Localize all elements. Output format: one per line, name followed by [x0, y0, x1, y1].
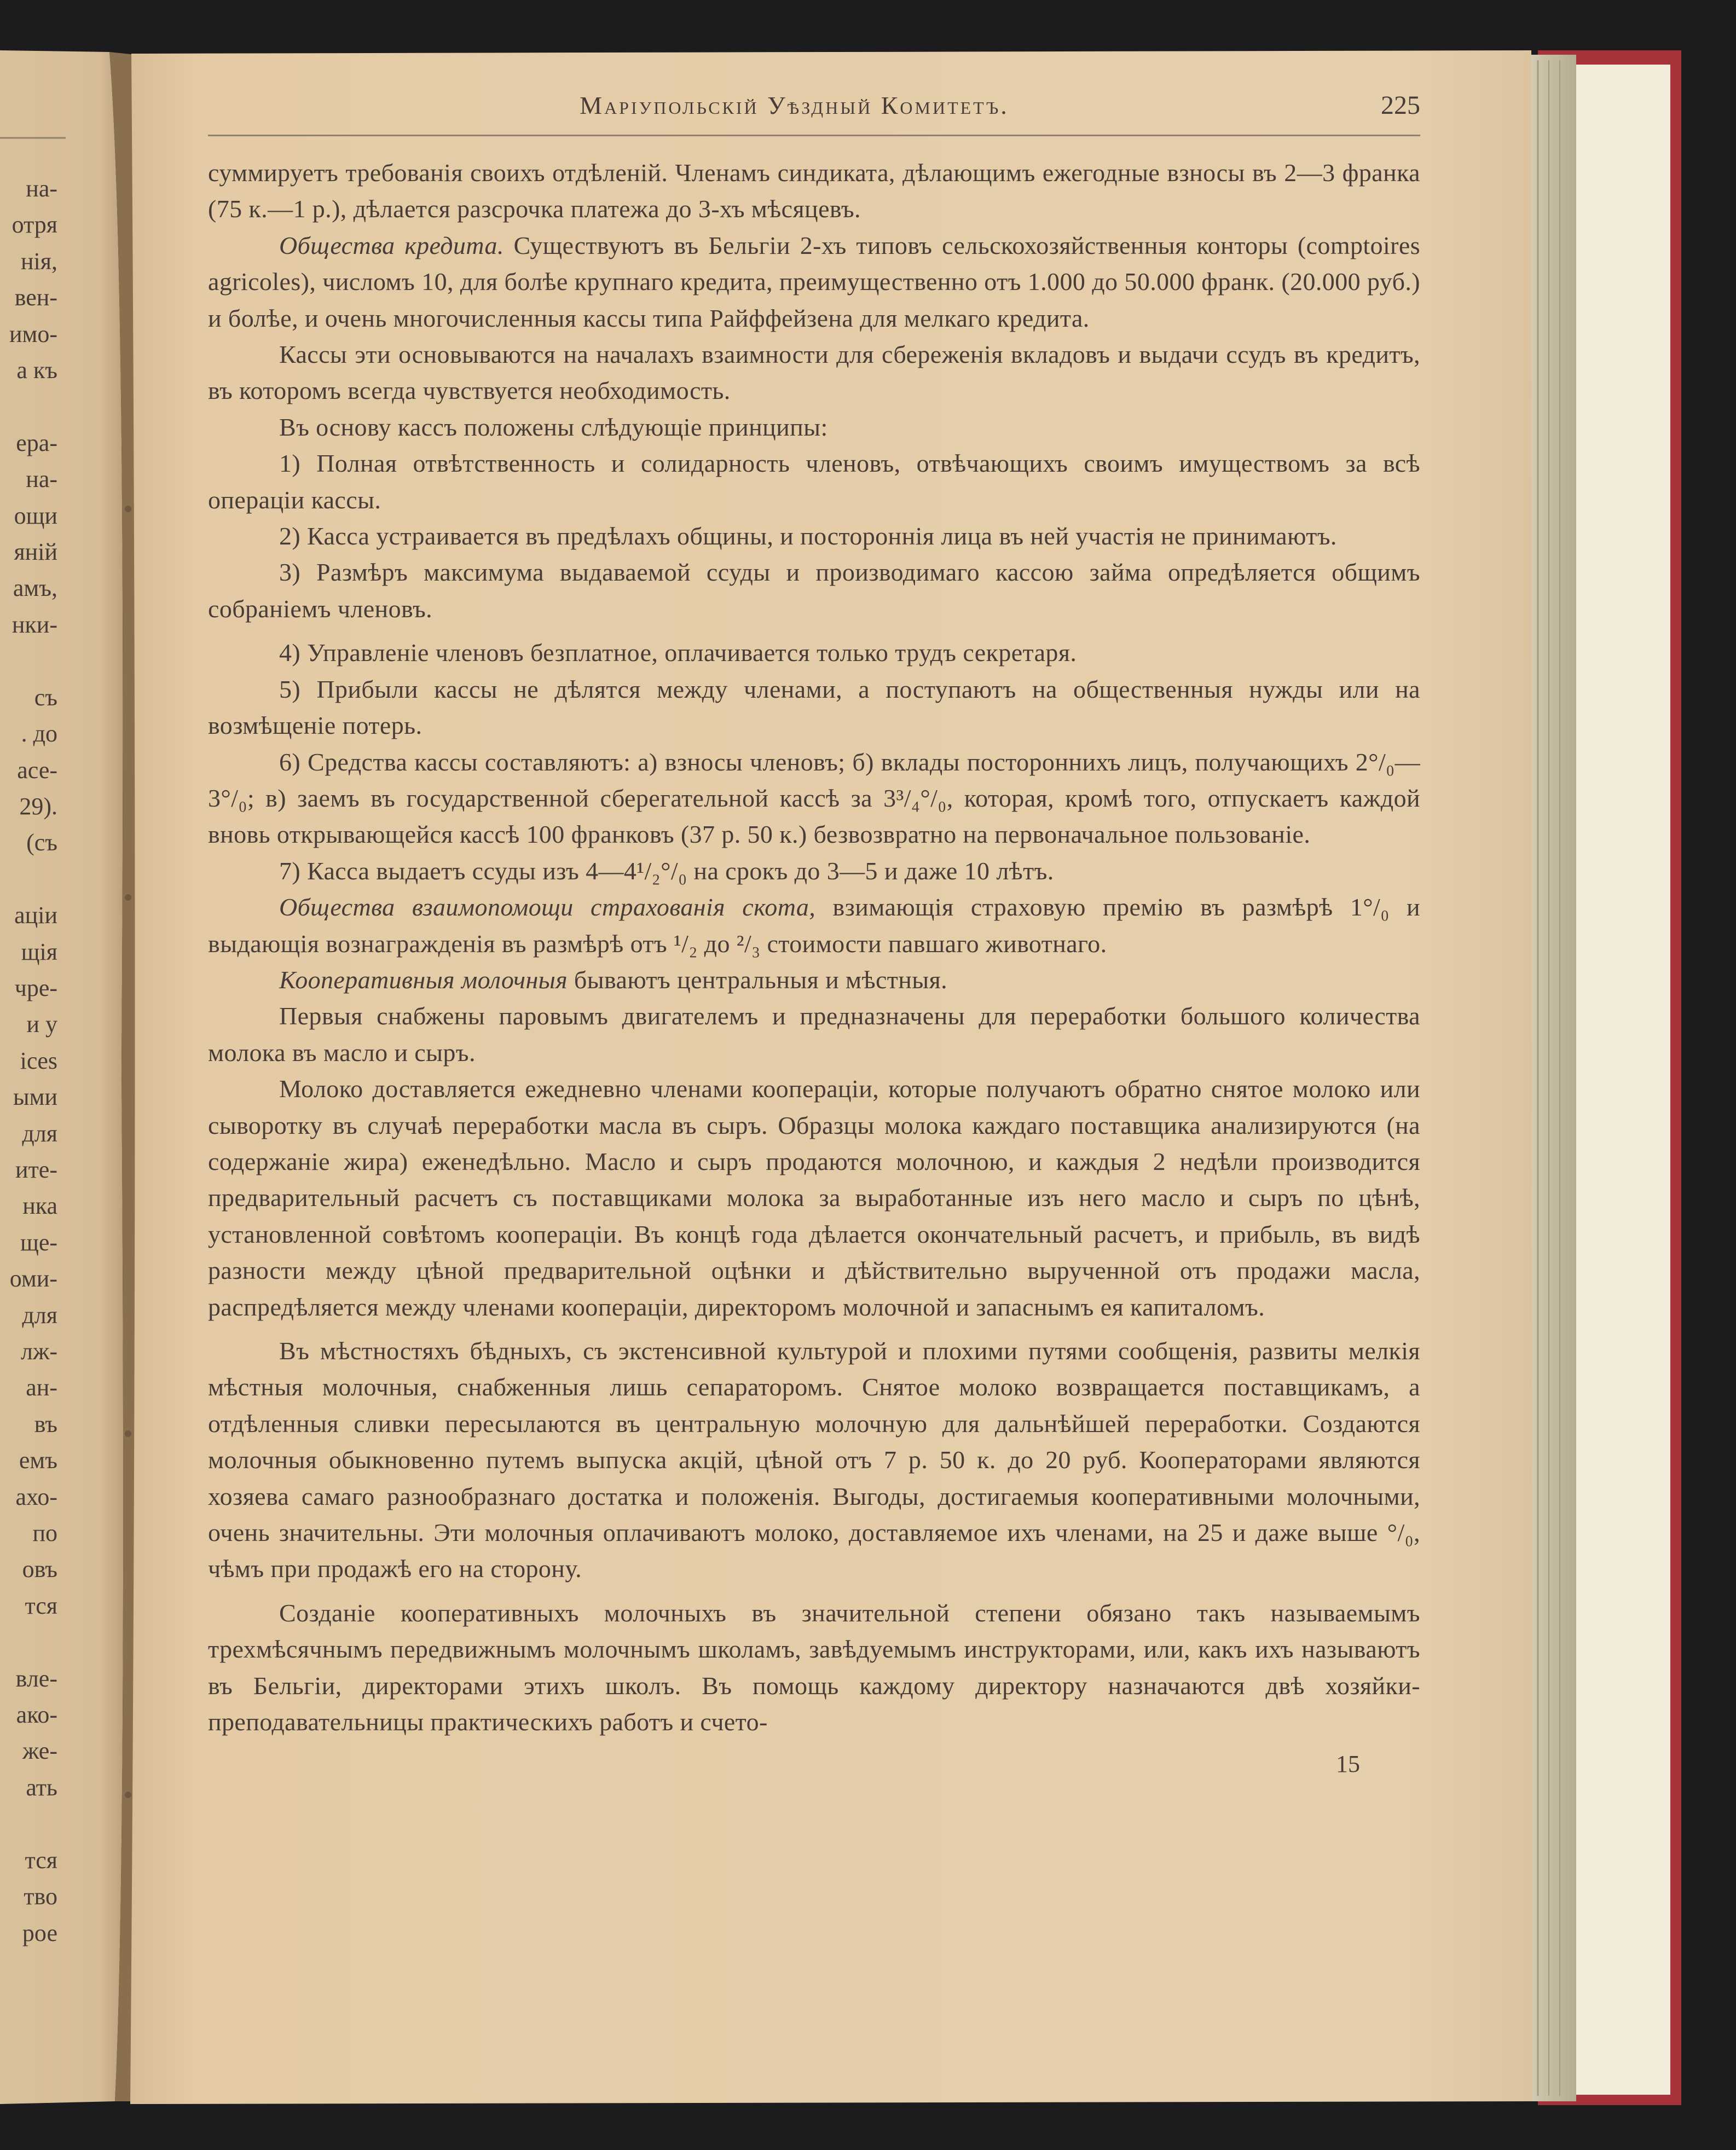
- left-page-fragment: для: [22, 1120, 57, 1147]
- left-page-fragment: . до: [21, 720, 57, 747]
- paragraph-text: 3) Размѣръ максимума выдаваемой ссуды и производимаго кассою займа опредѣляется общимъ собраніемъ членовъ.: [208, 558, 1420, 623]
- paragraph: [208, 409, 1420, 445]
- paragraph: [208, 518, 1420, 554]
- paragraph: [208, 228, 1420, 337]
- left-page-fragment: отря: [11, 211, 57, 239]
- paragraph-text: 1) Полная отвѣтственность и солидарность членовъ, отвѣчающихъ своимъ имуществомъ за всѣ операціи кассы.: [208, 449, 1420, 514]
- running-header: [208, 90, 1420, 136]
- left-page-fragment: ыми: [13, 1083, 57, 1111]
- paragraph: [208, 337, 1420, 409]
- left-page-fragment: ще-: [20, 1228, 57, 1256]
- left-page-fragment: [0, 643, 57, 679]
- left-page-fragment: вле-: [15, 1665, 57, 1692]
- left-page-fragment: [0, 389, 57, 425]
- paragraph: [208, 1595, 1420, 1741]
- paragraph: [208, 1071, 1420, 1325]
- paragraph: [208, 635, 1420, 671]
- left-page-fragment: ахо-: [15, 1483, 57, 1510]
- paragraph-text: 5) Прибыли кассы не дѣлятся между членами, а поступаютъ на общественныя нужды или на возмѣщеніе потерь.: [208, 675, 1420, 740]
- left-page-fragment: на-: [26, 175, 57, 202]
- paragraph: [208, 155, 1420, 228]
- paragraph-text: Существуютъ въ Бельгіи 2-хъ типовъ сельскохозяйственныя конторы (comptoires agricoles), числомъ 10, для болѣе крупнаго кредита, преимущественно отъ 1.000 до 50.000 франк. (20.000 руб.) и болѣе, и очень многочисленныя кассы типа Райффейзена для мелкаго кредита.: [208, 231, 1420, 332]
- left-page-fragment: щія: [21, 938, 57, 965]
- left-page-fragment: ices: [20, 1047, 57, 1074]
- paragraph: [208, 744, 1420, 853]
- left-page-fragment: [0, 861, 57, 897]
- left-page-fragment: [0, 1624, 57, 1660]
- left-page-fragment: ан-: [26, 1374, 57, 1401]
- paragraph: [208, 998, 1420, 1071]
- paragraph-text: 2) Касса устраивается въ предѣлахъ общины, и постороннія лица въ ней участія не принимаютъ.: [279, 522, 1337, 550]
- paragraph-lead: Кооперативныя молочныя: [279, 965, 568, 994]
- left-page-fragment: вен-: [14, 284, 57, 311]
- left-page-fragment: съ: [34, 683, 57, 711]
- left-page-fragment: по: [32, 1520, 57, 1547]
- left-page-fragment: и у: [26, 1011, 57, 1038]
- left-page-fragment: аціи: [14, 902, 57, 929]
- paragraph-text: Созданіе кооперативныхъ молочныхъ въ значительной степени обязано такъ называемымъ трехмѣсячнымъ передвижнымъ молочнымъ школамъ, завѣдуемымъ инструкторами, или, какъ ихъ называютъ въ Бельгіи, директорами этихъ школъ. Въ помощь каждому директору назначаются двѣ хозяйки-преподавательницы практическихъ работъ и счето-: [208, 1598, 1420, 1736]
- paragraph-text: 6) Средства кассы составляютъ: а) взносы членовъ; б) вклады постороннихъ лицъ, получающихъ 2°/₀—3°/₀; в) заемъ въ государственной сберегательной кассѣ за 3³/₄°/₀, которая, кромѣ того, отпускаетъ каждой вновь открывающейся кассѣ 100 франковъ (37 р. 50 к.) безвозвратно на первоначальное пользованіе.: [208, 747, 1420, 849]
- left-page-fragment: тво: [24, 1883, 57, 1910]
- body-text: [208, 155, 1420, 1740]
- left-page-fragment: (съ: [26, 829, 57, 856]
- page-number: 225: [1381, 91, 1420, 120]
- signature-mark: 15: [1336, 1751, 1360, 1778]
- left-page-fragment: лж-: [20, 1338, 57, 1365]
- paragraph: [208, 962, 1420, 998]
- left-page-fragment: ощи: [14, 502, 57, 529]
- running-title: Маріупольскій Уѣздный Комитетъ.: [580, 91, 1009, 119]
- left-page-fragment: а къ: [16, 357, 57, 384]
- paragraph-text: Кассы эти основываются на началахъ взаимности для сбереженія вкладовъ и выдачи ссудъ въ кредитъ, въ которомъ всегда чувствуется необходимость.: [208, 340, 1420, 405]
- left-page-fragment: ера-: [16, 429, 57, 456]
- paragraph-lead: Общества кредита.: [279, 231, 504, 259]
- paragraph: [208, 554, 1420, 627]
- paragraph-text: Молоко доставляется ежедневно членами коопераціи, которые получаютъ обратно снятое молоко или сыворотку въ случаѣ переработки масла въ сыръ. Образцы молока каждаго поставщика анализируются (на содержаніе жира) еженедѣльно. Масло и сыръ продаются молочною, и каждыя 2 недѣли производится предварительный расчетъ съ поставщиками молока за выработанные изъ него масло и сыръ по цѣнѣ, установленной совѣтомъ коопераціи. Въ концѣ года дѣлается окончательный расчетъ, и прибыль, въ видѣ разности между цѣной предварительной оцѣнки и дѣйствительно вырученной отъ продажи масла, распредѣляется между членами коопераціи, директоромъ молочной и запаснымъ ея капиталомъ.: [208, 1075, 1420, 1321]
- left-page-fragment: тся: [25, 1592, 57, 1619]
- paragraph: [208, 671, 1420, 744]
- paragraph: [208, 889, 1420, 962]
- left-page-fragment: въ: [34, 1410, 57, 1438]
- left-page-fragment: тся: [25, 1846, 57, 1874]
- left-page-fragment: ать: [26, 1774, 57, 1801]
- left-page-fragment: ако-: [16, 1701, 57, 1729]
- left-page-fragment: емъ: [19, 1447, 57, 1474]
- left-page-fragment: нки-: [11, 611, 57, 638]
- paragraph-lead: Общества взаимопомощи страхованія скота,: [279, 893, 816, 922]
- left-page-fragment: 29).: [19, 792, 57, 820]
- paragraph: [208, 445, 1420, 518]
- left-page-fragment: [0, 1806, 57, 1842]
- paragraph-text: бываютъ центральныя и мѣстныя.: [568, 965, 948, 994]
- page: [208, 90, 1420, 1778]
- left-page-fragment: асе-: [17, 756, 57, 784]
- left-page-fragment: же-: [22, 1737, 57, 1765]
- paragraph-text: Въ основу кассъ положены слѣдующіе принципы:: [279, 413, 828, 441]
- left-page-fragment: рое: [22, 1919, 57, 1946]
- paragraph-text: Первыя снабжены паровымъ двигателемъ и предназначены для переработки большого количества молока въ масло и сыръ.: [208, 1002, 1420, 1067]
- left-page-fragment: имо-: [9, 320, 57, 347]
- paragraph-text: 7) Касса выдаетъ ссуды изъ 4—4¹/₂°/₀ на срокъ до 3—5 и даже 10 лѣтъ.: [279, 856, 1054, 885]
- left-page-fragment: яній: [14, 538, 57, 566]
- paragraph: [208, 1333, 1420, 1587]
- left-page-fragment: нія,: [20, 247, 57, 275]
- left-page-fragment: на-: [26, 466, 57, 493]
- paragraph-text: Въ мѣстностяхъ бѣдныхъ, съ экстенсивной культурой и плохими путями сообщенія, развиты мелкія мѣстныя молочныя, снабженныя лишь сепараторомъ. Снятое молоко возвращается поставщикамъ, а отдѣленныя сливки пересылаются въ центральную молочную для дальнѣйшей переработки. Создаются молочныя обыкновенно путемъ выпуска акцій, цѣной отъ 7 р. 50 к. до 20 руб. Кооператорами являются хозяева самаго разнообразнаго достатка и положенія. Выгоды, достигаемыя кооперативными молочными, очень значительны. Эти молочныя оплачиваютъ молоко, доставляемое ихъ членами, на 25 и даже выше °/₀, чѣмъ при продажѣ его на сторону.: [208, 1337, 1420, 1583]
- paragraph-text: 4) Управленіе членовъ безплатное, оплачивается только трудъ секретаря.: [279, 639, 1077, 667]
- paragraph-text: суммируетъ требованія своихъ отдѣленій. Членамъ синдиката, дѣлающимъ ежегодные взносы въ 2—3 франка (75 к.—1 р.), дѣлается разсрочка платежа до 3-хъ мѣсяцевъ.: [208, 159, 1420, 223]
- left-page-fragment: амъ,: [13, 575, 57, 602]
- paragraph-text: взимающія страховую премію въ размѣрѣ 1°/₀ и выдающія вознагражденія въ размѣрѣ отъ ¹/₂ до ²/₃ стоимости павшаго животнаго.: [208, 893, 1421, 958]
- left-page-fragment: оми-: [9, 1265, 57, 1293]
- left-page-fragment: чре-: [14, 974, 57, 1001]
- left-page-fragment: нка: [22, 1192, 57, 1220]
- left-page-fragment: овъ: [22, 1556, 57, 1583]
- left-page-fragment: для: [22, 1301, 57, 1329]
- left-page-text-fragments: [0, 171, 57, 1951]
- left-page-fragment: ите-: [15, 1156, 57, 1183]
- paragraph: [208, 853, 1420, 889]
